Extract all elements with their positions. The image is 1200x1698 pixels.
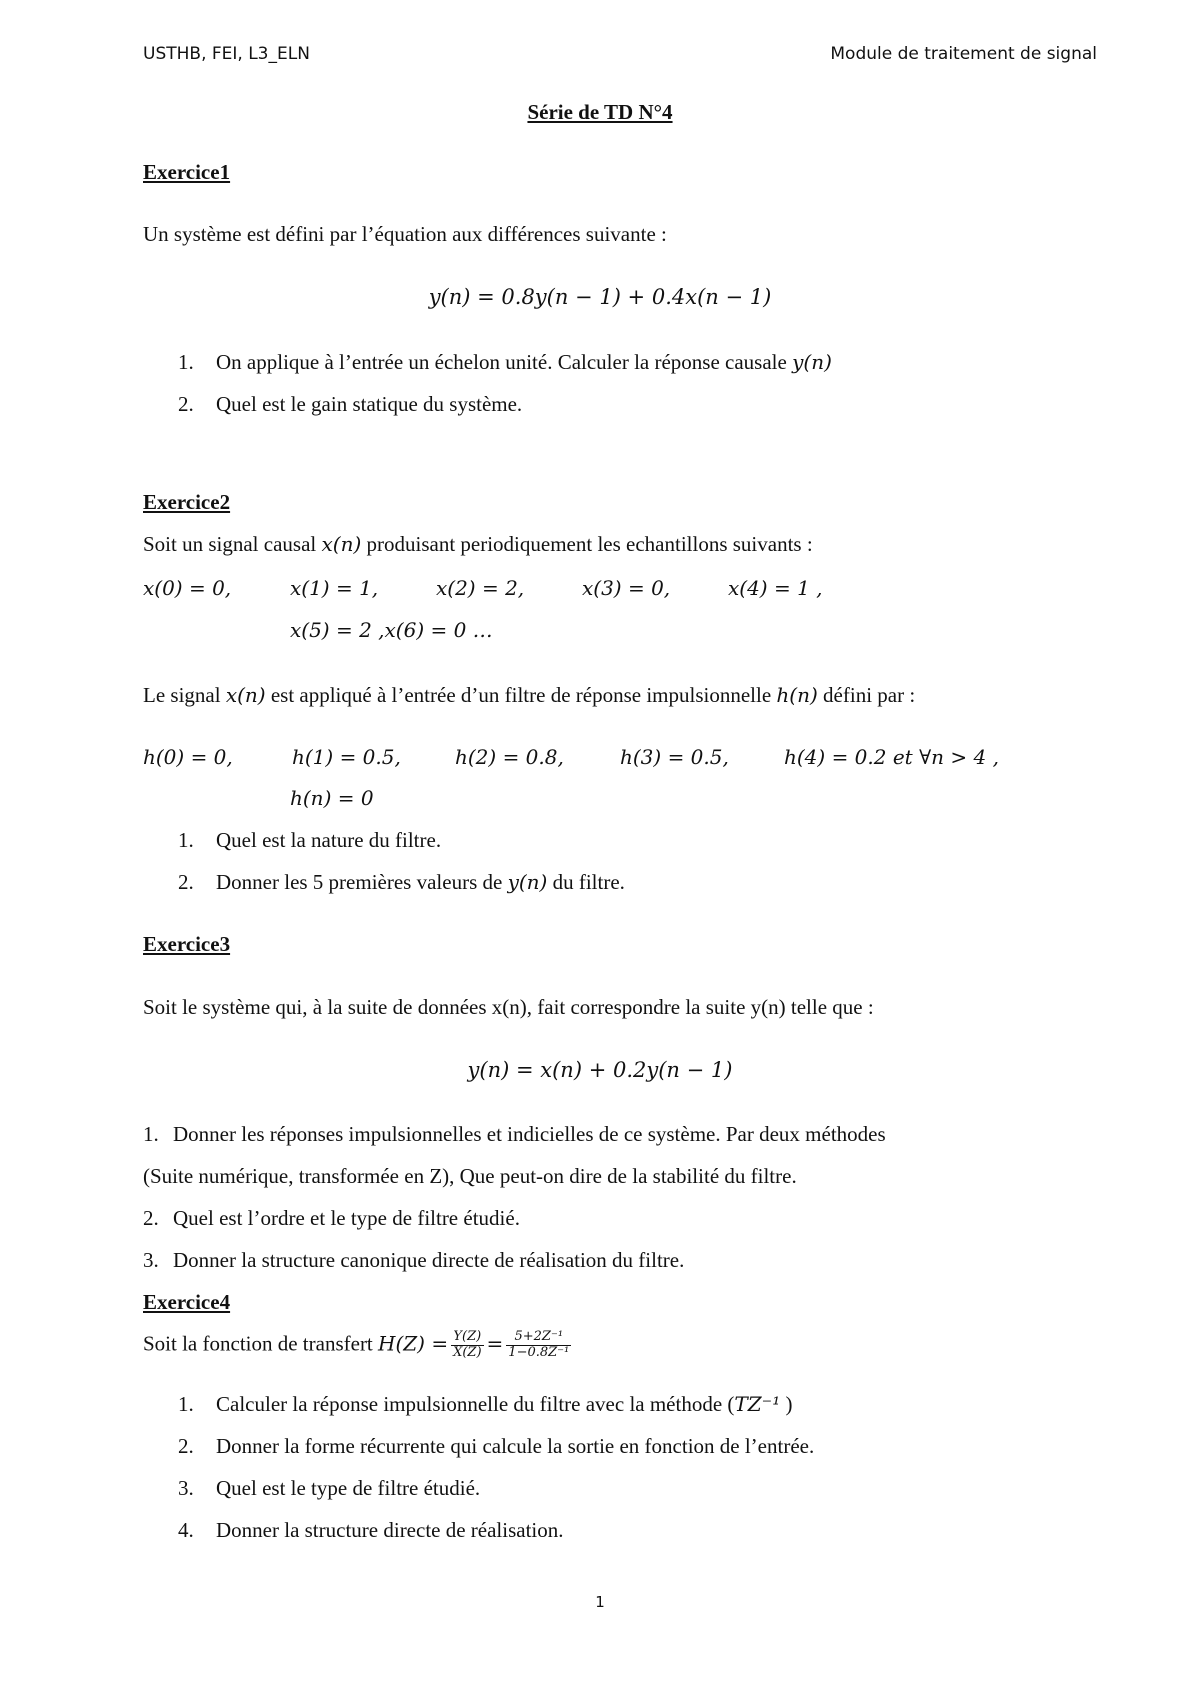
ex2-signal-math1: x(n)	[225, 683, 266, 707]
ex4-frac-1-top: Y(Z)	[451, 1330, 483, 1346]
ex1-intro: Un système est défini par l’équation aux différences suivante :	[143, 222, 667, 246]
ex2-x1: x(1) = 1,	[290, 576, 379, 600]
ex2-h1: h(1) = 0.5,	[292, 745, 401, 769]
ex1-item-2	[178, 392, 522, 417]
ex2-x4: x(4) = 1 ,	[728, 576, 823, 600]
ex2-item-2-text: Donner les 5 premières valeurs de	[216, 870, 508, 894]
ex4-frac-1	[451, 1330, 483, 1361]
ex4-item-3	[178, 1476, 480, 1501]
ex2-x-row2: x(5) = 2 ,x(6) = 0 …	[290, 618, 493, 642]
ex4-item-1-math: TZ⁻¹	[734, 1392, 781, 1416]
ex3-item-1-cont	[143, 1164, 797, 1189]
ex4-item-4-text: Donner la structure directe de réalisation.	[216, 1518, 564, 1542]
ex4-item-2-num: 2.	[178, 1434, 194, 1458]
ex4-intro	[143, 1330, 574, 1361]
ex3-item-2	[143, 1206, 520, 1231]
ex3-intro: Soit le système qui, à la suite de données x(n), fait correspondre la suite y(n) telle que :	[143, 995, 874, 1019]
ex2-intro	[143, 532, 813, 557]
ex4-eq: =	[486, 1331, 504, 1356]
ex3-item-2-num: 2.	[143, 1206, 159, 1230]
ex4-heading: Exercice4	[143, 1290, 231, 1314]
ex2-h3: h(3) = 0.5,	[620, 745, 729, 769]
ex3-item-2-text: Quel est l’ordre et le type de filtre étudié.	[173, 1206, 520, 1230]
ex2-item-2-math: y(n)	[507, 870, 548, 894]
ex4-item-1-text: Calculer la réponse impulsionnelle du filtre avec la méthode (	[216, 1392, 735, 1416]
ex2-intro-b: produisant periodiquement les echantillons suivants :	[361, 532, 813, 556]
ex3-heading: Exercice3	[143, 932, 231, 956]
ex2-item-2-tail: du filtre.	[547, 870, 625, 894]
ex2-x2: x(2) = 2,	[436, 576, 525, 600]
page-title: Série de TD N°4	[527, 100, 673, 124]
ex1-item-1-math: y(n)	[792, 350, 832, 374]
ex4-item-3-num: 3.	[178, 1476, 194, 1500]
ex4-item-4	[178, 1518, 564, 1543]
ex3-item-3-num: 3.	[143, 1248, 159, 1272]
ex4-item-3-text: Quel est le type de filtre étudié.	[216, 1476, 481, 1500]
ex4-item-2	[178, 1434, 814, 1459]
ex2-signal-math2: h(n)	[776, 683, 818, 707]
page-number: 1	[595, 1593, 605, 1611]
ex2-h4: h(4) = 0.2 et ∀n > 4 ,	[784, 745, 999, 769]
ex4-frac-2-bot: 1−0.8Z⁻¹	[508, 1344, 570, 1360]
ex2-h0: h(0) = 0,	[143, 745, 233, 769]
ex1-item-1-text: On applique à l’entrée un échelon unité. Calculer la réponse causale	[216, 350, 793, 374]
ex3-item-1-text: Donner les réponses impulsionnelles et indicielles de ce système. Par deux méthodes	[173, 1122, 886, 1146]
ex3-item-1-cont-text: (Suite numérique, transformée en Z), Que peut-on dire de la stabilité du filtre.	[143, 1164, 797, 1188]
ex3-item-3-text: Donner la structure canonique directe de réalisation du filtre.	[173, 1248, 685, 1272]
ex3-item-3	[143, 1248, 684, 1273]
ex2-signal-line	[143, 683, 915, 708]
ex4-item-1-num: 1.	[178, 1392, 194, 1416]
ex2-heading: Exercice2	[143, 490, 231, 514]
ex4-item-2-text: Donner la forme récurrente qui calcule la sortie en fonction de l’entrée.	[216, 1434, 815, 1458]
ex4-item-1-tail: )	[780, 1392, 793, 1416]
ex2-intro-a: Soit un signal causal	[143, 532, 322, 556]
ex4-item-4-num: 4.	[178, 1518, 194, 1542]
ex2-signal-c: défini par :	[817, 683, 916, 707]
ex1-item-1-num: 1.	[178, 350, 194, 374]
ex2-x0: x(0) = 0,	[143, 576, 232, 600]
ex4-frac-2	[506, 1330, 571, 1361]
ex4-frac-2-top: 5+2Z⁻¹	[506, 1330, 571, 1346]
ex2-item-2	[178, 870, 625, 895]
ex3-item-1	[143, 1122, 886, 1147]
ex2-signal-a: Le signal	[143, 683, 226, 707]
ex4-intro-text: Soit la fonction de transfert	[143, 1331, 379, 1356]
ex2-item-1-num: 1.	[178, 828, 194, 852]
ex1-item-1	[178, 350, 832, 375]
ex2-h-row2: h(n) = 0	[290, 786, 374, 810]
ex4-frac-1-bot: X(Z)	[453, 1344, 482, 1360]
ex2-h2: h(2) = 0.8,	[455, 745, 564, 769]
ex2-intro-math: x(n)	[321, 532, 362, 556]
ex1-item-2-num: 2.	[178, 392, 194, 416]
ex2-x3: x(3) = 0,	[582, 576, 671, 600]
ex3-equation: y(n) = x(n) + 0.2y(n − 1)	[467, 1058, 733, 1082]
ex2-item-1	[178, 828, 441, 853]
ex1-heading: Exercice1	[143, 160, 231, 184]
ex2-item-1-text: Quel est la nature du filtre.	[216, 828, 442, 852]
ex1-item-2-text: Quel est le gain statique du système.	[216, 392, 523, 416]
ex4-item-1	[178, 1392, 792, 1417]
ex4-tf-lhs: H(Z) =	[378, 1331, 449, 1356]
ex1-equation: y(n) = 0.8y(n − 1) + 0.4x(n − 1)	[428, 285, 772, 309]
ex2-item-2-num: 2.	[178, 870, 194, 894]
ex2-signal-b: est appliqué à l’entrée d’un filtre de réponse impulsionnelle	[265, 683, 777, 707]
header-right: Module de traitement de signal	[830, 44, 1097, 64]
ex3-item-1-num: 1.	[143, 1122, 159, 1146]
header-left: USTHB, FEI, L3_ELN	[143, 44, 310, 64]
